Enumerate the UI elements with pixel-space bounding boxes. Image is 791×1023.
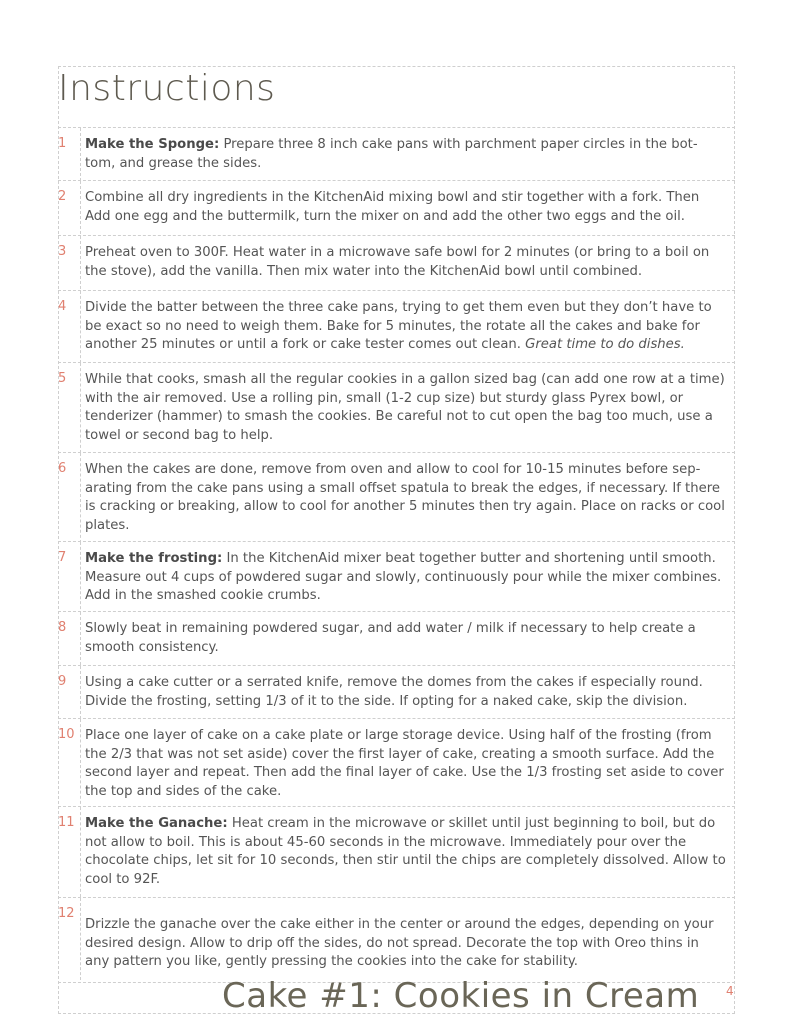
step-text: [80, 807, 735, 897]
step-text: [80, 719, 735, 809]
step-number: 10: [58, 727, 75, 742]
step-content: Using a cake cutter or a serrated knife, remove the domes from the cakes if especially round. Divide the frosting, setting 1/3 of it to the side. If opting for a naked cake, skip the division.: [85, 675, 703, 709]
step-content: When the cakes are done, remove from oven and allow to cool for 10-15 minutes before sep-arating from the cake pans using a small offset spatula to break the edges, if necessary. If there is cracking or breaking, allow to cool for another 5 minutes then try again. Place on racks or cool plates.: [85, 462, 725, 533]
step-8: [58, 612, 735, 666]
step-content: Place one layer of cake on a cake plate or large storage device. Using half of the frosting (from the 2/3 that was not set aside) cover the first layer of cake, creating a smooth surface. Add the second layer and repeat. Then add the final layer of cake. Use the 1/3 frosting set aside to cover the top and sides of the cake.: [85, 728, 724, 799]
step-3: [58, 236, 735, 291]
step-content: Prepare three 8 inch cake pans with parchment paper circles in the bot-tom, and grease the sides.: [85, 137, 698, 171]
step-content: While that cooks, smash all the regular cookies in a gallon sized bag (can add one row at a time) with the air removed. Use a rolling pin, small (1-2 cup size) but sturdy glass Pyrex bowl, or tenderizer (hammer) to smash the cookies. Be careful not to cut open the bag too much, use a towel or second bag to help.: [85, 372, 725, 443]
page-title: Instructions: [58, 68, 276, 109]
step-text: [80, 291, 735, 363]
step-4: [58, 291, 735, 363]
step-text: [80, 542, 735, 614]
step-number: 8: [58, 620, 67, 635]
step-text: [80, 612, 735, 665]
step-number: 6: [58, 461, 67, 476]
step-text: [80, 236, 735, 289]
step-1: [58, 128, 735, 181]
step-lead: Make the frosting:: [85, 551, 223, 566]
step-9: [58, 666, 735, 719]
step-2: [58, 181, 735, 236]
step-5: [58, 363, 735, 453]
step-content: Divide the batter between the three cake pans, trying to get them even but they don’t have to be exact so no need to weigh them. Bake for 5 minutes, the rotate all the cakes and bake for another 25 minutes or until a fork or cake tester comes out clean.: [85, 300, 712, 352]
step-lead: Make the Sponge:: [85, 137, 220, 152]
step-number: 4: [58, 299, 67, 314]
step-text: [80, 666, 735, 719]
page-number: 4: [726, 984, 734, 998]
instruction-steps: [58, 128, 735, 982]
step-12: [58, 898, 735, 982]
step-number: 9: [58, 674, 67, 689]
step-number: 1: [58, 136, 67, 151]
step-content: Heat cream in the microwave or skillet until just beginning to boil, but do not allow to boil. This is about 45-60 seconds in the microwave. Immediately pour over the chocolate chips, let sit for 10 seconds, then stir until the chips are completely dissolved. Allow to cool to 92F.: [85, 816, 726, 887]
step-content: Preheat oven to 300F. Heat water in a microwave safe bowl for 2 minutes (or bring to a boil on the stove), add the vanilla. Then mix water into the KitchenAid bowl until combined.: [85, 245, 710, 279]
step-content: Drizzle the ganache over the cake either in the center or around the edges, depending on your desired design. Allow to drip off the sides, do not spread. Decorate the top with Oreo thins in any pattern you like, gently pressing the cookies into the cake for stability.: [85, 917, 714, 969]
step-7: [58, 542, 735, 612]
step-number: 2: [58, 189, 67, 204]
footer-title: Cake #1: Cookies in Cream: [222, 976, 700, 1016]
step-text: [80, 453, 735, 543]
step-number: 12: [58, 906, 75, 921]
step-text: [80, 363, 735, 453]
step-content: In the KitchenAid mixer beat together butter and shortening until smooth. Measure out 4 cups of powdered sugar and slowly, continuously pour while the mixer combines. Add in the smashed cookie crumbs.: [85, 551, 722, 603]
step-text: [80, 128, 735, 181]
step-text: [80, 181, 735, 234]
step-lead: Make the Ganache:: [85, 816, 228, 831]
step-content: Combine all dry ingredients in the KitchenAid mixing bowl and stir together with a fork. Then Add one egg and the buttermilk, turn the mixer on and add the other two eggs and the oil.: [85, 190, 700, 224]
step-number: 5: [58, 371, 67, 386]
step-text: [80, 898, 735, 980]
step-number: 3: [58, 244, 67, 259]
step-11: [58, 807, 735, 898]
step-number: 7: [58, 550, 67, 565]
step-tail: Great time to do dishes.: [525, 337, 685, 352]
step-content: Slowly beat in remaining powdered sugar, and add water / milk if necessary to help create a smooth consistency.: [85, 621, 696, 655]
step-6: [58, 453, 735, 542]
step-number: 11: [58, 815, 75, 830]
step-10: [58, 719, 735, 807]
